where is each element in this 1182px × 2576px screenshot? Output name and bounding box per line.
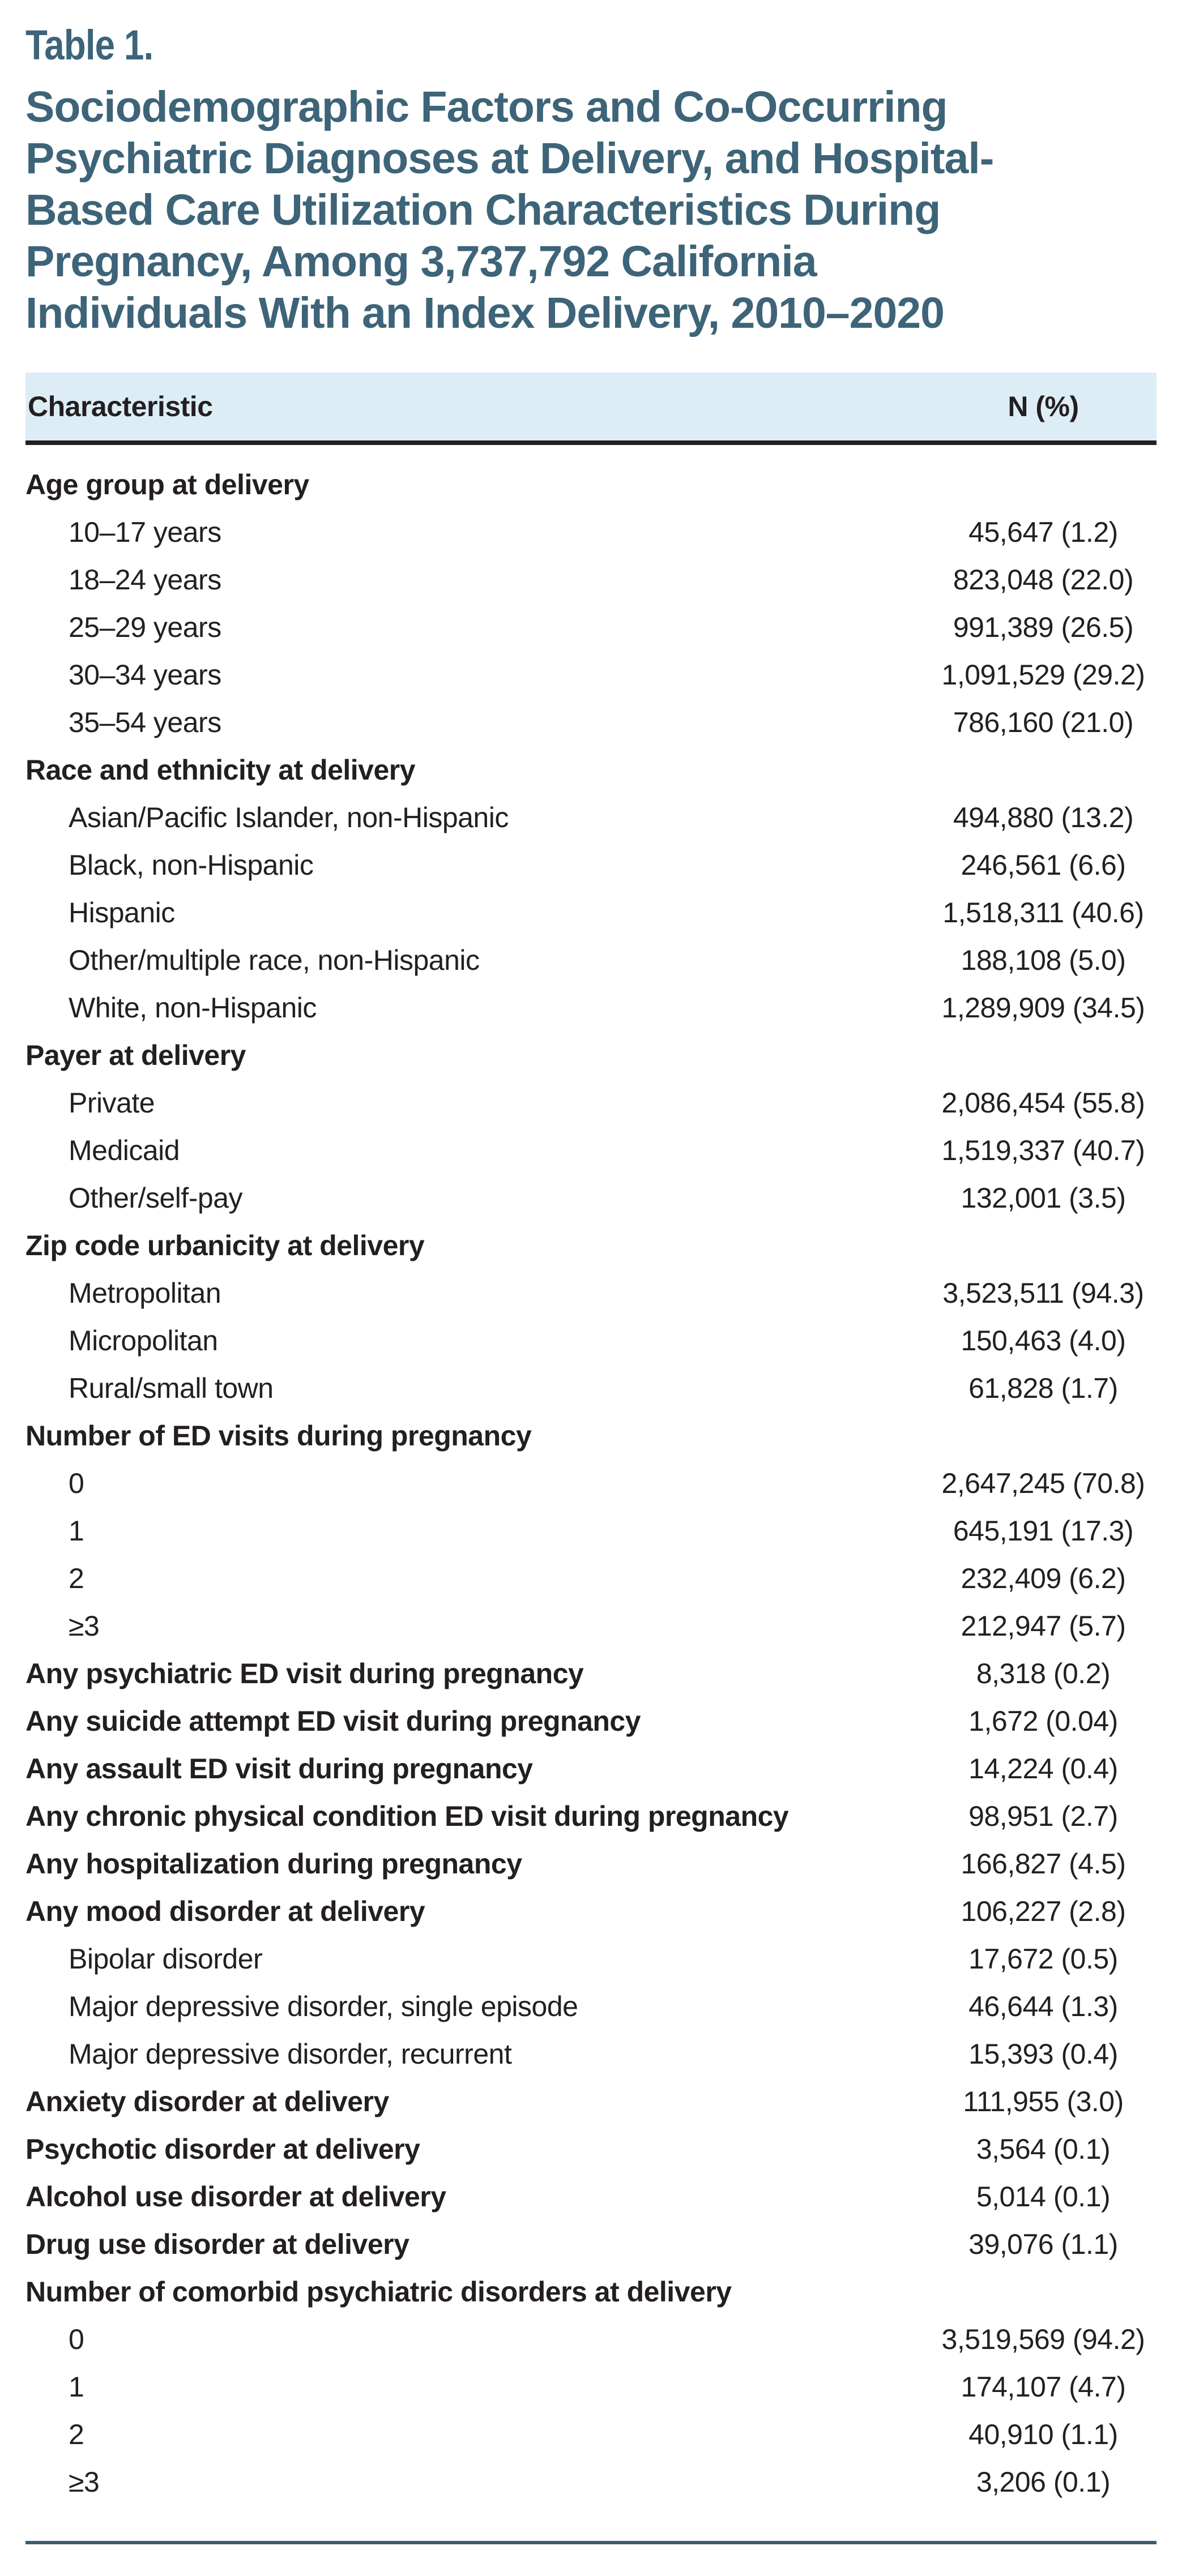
row-value	[930, 2268, 1157, 2316]
column-header-n-percent: N (%)	[1008, 391, 1079, 422]
row-label: Other/self-pay	[69, 1182, 243, 1214]
table-row	[25, 1555, 1157, 1602]
table-row	[25, 1222, 1157, 1269]
table-row	[25, 1364, 1157, 1412]
row-label: ≥3	[69, 2466, 100, 2498]
table-row	[25, 1650, 1157, 1697]
title-line: Psychiatric Diagnoses at Delivery, and Hospital-	[25, 134, 994, 183]
row-label: Asian/Pacific Islander, non-Hispanic	[69, 802, 509, 833]
row-label: 10–17 years	[69, 516, 221, 548]
table-row	[25, 1317, 1157, 1364]
row-value: 39,076 (1.1)	[968, 2228, 1118, 2260]
table-row	[25, 2220, 1157, 2268]
row-label: Payer at delivery	[25, 1039, 246, 1071]
row-label: ≥3	[69, 1610, 100, 1642]
table-header-row	[25, 373, 1157, 440]
row-label: 1	[69, 2371, 84, 2403]
row-label: Major depressive disorder, single episode	[69, 1991, 578, 2022]
table-row	[25, 1269, 1157, 1317]
table-row	[25, 1412, 1157, 1460]
row-label: 25–29 years	[69, 611, 221, 643]
column-header-characteristic: Characteristic	[28, 391, 213, 422]
title-line: Sociodemographic Factors and Co-Occurring	[25, 83, 948, 131]
table-row	[25, 1507, 1157, 1555]
table-row	[25, 651, 1157, 699]
row-value: 2,086,454 (55.8)	[941, 1087, 1145, 1119]
row-value: 1,672 (0.04)	[968, 1705, 1118, 1737]
table-row	[25, 2125, 1157, 2173]
table-row	[25, 556, 1157, 604]
header-rule	[25, 440, 1157, 445]
table-row	[25, 746, 1157, 794]
row-label: Any suicide attempt ED visit during pregnancy	[25, 1705, 641, 1737]
row-value: 212,947 (5.7)	[961, 1610, 1126, 1642]
table-row	[25, 508, 1157, 556]
row-label: Any chronic physical condition ED visit during pregnancy	[25, 1800, 789, 1832]
row-value: 786,160 (21.0)	[953, 707, 1134, 738]
row-value: 232,409 (6.2)	[961, 1563, 1126, 1594]
table-row	[25, 1602, 1157, 1650]
row-value: 132,001 (3.5)	[961, 1182, 1126, 1214]
row-value: 45,647 (1.2)	[968, 516, 1118, 548]
table-row	[25, 936, 1157, 984]
row-label: Alcohol use disorder at delivery	[25, 2181, 446, 2213]
row-value: 98,951 (2.7)	[968, 1800, 1118, 1832]
table-row	[25, 889, 1157, 936]
row-label: Major depressive disorder, recurrent	[69, 2038, 512, 2070]
table-row	[25, 1983, 1157, 2030]
row-value	[930, 1412, 1157, 1460]
table-row	[25, 2363, 1157, 2411]
row-label: 0	[69, 2323, 84, 2355]
table-label: Table 1.	[25, 22, 153, 69]
row-value: 40,910 (1.1)	[968, 2419, 1118, 2450]
row-label: Hispanic	[69, 897, 175, 928]
row-value: 14,224 (0.4)	[968, 1753, 1118, 1785]
table-title	[25, 82, 1157, 339]
row-value	[930, 746, 1157, 794]
row-label: 2	[69, 1563, 84, 1594]
row-value: 106,227 (2.8)	[961, 1895, 1126, 1927]
row-label: Zip code urbanicity at delivery	[25, 1230, 425, 1261]
row-label: Psychotic disorder at delivery	[25, 2133, 420, 2165]
table-row	[25, 2268, 1157, 2316]
row-value: 645,191 (17.3)	[953, 1515, 1134, 1547]
table-row	[25, 794, 1157, 841]
table-row	[25, 1174, 1157, 1222]
row-value: 5,014 (0.1)	[976, 2181, 1111, 2213]
table-row	[25, 1697, 1157, 1745]
row-label: White, non-Hispanic	[69, 992, 317, 1024]
table-row	[25, 2078, 1157, 2125]
row-value: 150,463 (4.0)	[961, 1325, 1126, 1357]
row-value: 991,389 (26.5)	[953, 611, 1134, 643]
table-row	[25, 604, 1157, 651]
row-value: 1,091,529 (29.2)	[941, 659, 1145, 691]
table-row	[25, 2458, 1157, 2506]
table-body	[25, 445, 1157, 2506]
row-value	[930, 1222, 1157, 1269]
table-row	[25, 1792, 1157, 1840]
row-value: 1,289,909 (34.5)	[941, 992, 1145, 1024]
table-row	[25, 1079, 1157, 1127]
row-value: 3,564 (0.1)	[976, 2133, 1111, 2165]
row-label: 18–24 years	[69, 564, 221, 596]
row-label: 0	[69, 1467, 84, 1499]
row-value: 3,523,511 (94.3)	[942, 1277, 1144, 1309]
row-label: Bipolar disorder	[69, 1943, 263, 1975]
row-label: Race and ethnicity at delivery	[25, 754, 416, 786]
row-label: Any hospitalization during pregnancy	[25, 1848, 522, 1880]
row-value: 17,672 (0.5)	[968, 1943, 1118, 1975]
row-value: 2,647,245 (70.8)	[941, 1467, 1145, 1499]
title-line: Individuals With an Index Delivery, 2010–2020	[25, 289, 944, 337]
row-label: Private	[69, 1087, 155, 1119]
row-label: Number of comorbid psychiatric disorders at delivery	[25, 2276, 732, 2308]
row-value: 15,393 (0.4)	[968, 2038, 1118, 2070]
table-row	[25, 461, 1157, 508]
table-row	[25, 2411, 1157, 2458]
row-label: Drug use disorder at delivery	[25, 2228, 409, 2260]
table-row	[25, 699, 1157, 746]
row-label: Anxiety disorder at delivery	[25, 2086, 389, 2117]
bottom-rule	[25, 2541, 1157, 2544]
table-row	[25, 1032, 1157, 1079]
row-label: Medicaid	[69, 1135, 180, 1166]
row-label: Any psychiatric ED visit during pregnancy	[25, 1658, 584, 1689]
row-label: 35–54 years	[69, 707, 221, 738]
row-value: 8,318 (0.2)	[976, 1658, 1111, 1689]
row-label: 2	[69, 2419, 84, 2450]
row-value: 166,827 (4.5)	[961, 1848, 1126, 1880]
table-row	[25, 1840, 1157, 1888]
row-value: 61,828 (1.7)	[968, 1372, 1118, 1404]
row-value: 823,048 (22.0)	[953, 564, 1134, 596]
row-label: 1	[69, 1515, 84, 1547]
title-line: Pregnancy, Among 3,737,792 California	[25, 237, 817, 286]
row-label: Age group at delivery	[25, 469, 309, 500]
row-value: 46,644 (1.3)	[968, 1991, 1118, 2022]
row-label: Any assault ED visit during pregnancy	[25, 1753, 533, 1785]
row-value: 174,107 (4.7)	[961, 2371, 1126, 2403]
row-value: 188,108 (5.0)	[961, 944, 1126, 976]
row-label: 30–34 years	[69, 659, 221, 691]
table-row	[25, 2316, 1157, 2363]
row-value: 1,519,337 (40.7)	[941, 1135, 1145, 1166]
title-line: Based Care Utilization Characteristics During	[25, 186, 941, 234]
row-label: Any mood disorder at delivery	[25, 1895, 425, 1927]
table-row	[25, 2173, 1157, 2220]
row-label: Number of ED visits during pregnancy	[25, 1420, 532, 1452]
table-row	[25, 1745, 1157, 1792]
row-label: Micropolitan	[69, 1325, 218, 1357]
table-row	[25, 1888, 1157, 1935]
row-value: 1,518,311 (40.6)	[942, 897, 1144, 928]
row-label: Other/multiple race, non-Hispanic	[69, 944, 480, 976]
row-label: Rural/small town	[69, 1372, 274, 1404]
row-value: 494,880 (13.2)	[953, 802, 1134, 833]
row-value: 246,561 (6.6)	[961, 849, 1126, 881]
row-value: 3,206 (0.1)	[976, 2466, 1111, 2498]
table-row	[25, 2030, 1157, 2078]
table-row	[25, 1127, 1157, 1174]
table-row	[25, 984, 1157, 1032]
row-value: 3,519,569 (94.2)	[941, 2323, 1145, 2355]
row-value	[930, 1032, 1157, 1079]
row-value: 111,955 (3.0)	[963, 2086, 1124, 2117]
table-row	[25, 1935, 1157, 1983]
table-row	[25, 1460, 1157, 1507]
row-label: Black, non-Hispanic	[69, 849, 314, 881]
row-label: Metropolitan	[69, 1277, 221, 1309]
row-value	[930, 461, 1157, 508]
table-row	[25, 841, 1157, 889]
